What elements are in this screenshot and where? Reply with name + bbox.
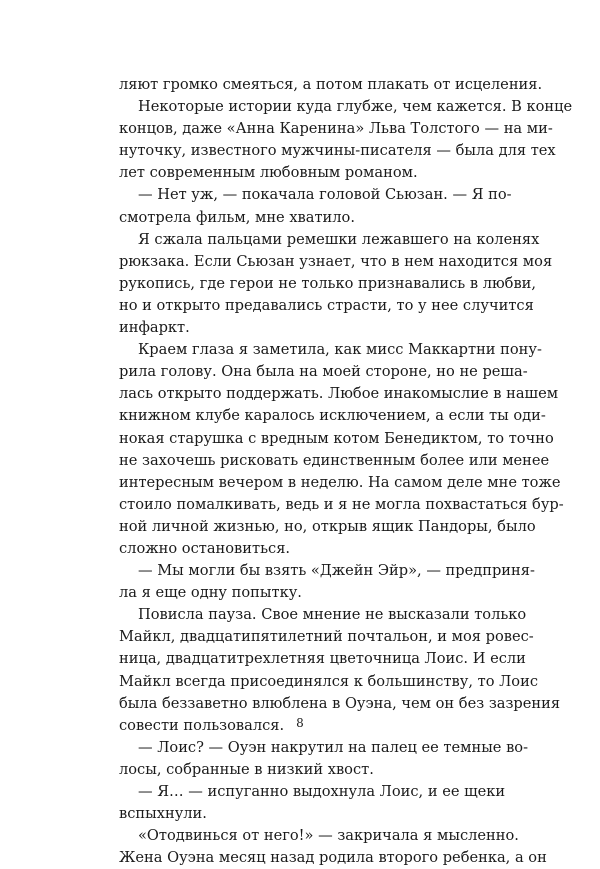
text-line: ница, двадцатитрехлетняя цветочница Лоис. И если bbox=[119, 650, 526, 668]
text-line: но и открыто предавались страсти, то у нее случится bbox=[119, 296, 534, 314]
text-line: не захочешь рисковать единственным более или менее bbox=[119, 451, 550, 469]
text-line: — Нет уж, — покачала головой Сьюзан. — Я по- bbox=[138, 186, 512, 204]
text-line: ляют громко смеяться, а потом плакать от исцеления. bbox=[119, 76, 543, 93]
text-line: — Мы могли бы взять «Джейн Эйр», — предприня- bbox=[138, 562, 535, 580]
page-text bbox=[119, 74, 573, 869]
text-line: Жена Оуэна месяц назад родила второго ребенка, а он bbox=[119, 849, 547, 867]
text-line: смотрела фильм, мне хватило. bbox=[119, 208, 355, 226]
text-line: нокая старушка с вредным котом Бенедиктом, то точно bbox=[119, 429, 554, 447]
text-line: лосы, собранные в низкий хвост. bbox=[119, 760, 374, 778]
text-line: Майкл, двадцатипятилетний почтальон, и моя ровес- bbox=[119, 628, 534, 646]
text-line: Повисла пауза. Свое мнение не высказали только bbox=[138, 606, 527, 624]
text-line: — Я… — испуганно выдохнула Лоис, и ее щеки bbox=[138, 783, 506, 800]
text-line: рюкзака. Если Сьюзан узнает, что в нем находится моя bbox=[119, 252, 553, 270]
text-line: нуточку, известного мужчины-писателя — была для тех bbox=[119, 142, 556, 160]
text-line: Я сжала пальцами ремешки лежавшего на коленях bbox=[138, 230, 540, 248]
text-line: «Отодвинься от него!» — закричала я мысленно. bbox=[138, 827, 519, 845]
text-line: рукопись, где герои не только признавались в любви, bbox=[119, 274, 537, 292]
text-line: Некоторые истории куда глубже, чем кажется. В конце bbox=[138, 98, 573, 116]
text-line: ной личной жизнью, но, открыв ящик Пандоры, было bbox=[119, 517, 536, 535]
text-line: совести пользовался. bbox=[119, 716, 285, 734]
text-line: концов, даже «Анна Каренина» Льва Толстого — на ми- bbox=[119, 120, 553, 138]
text-line: Краем глаза я заметила, как мисс Маккартни пону- bbox=[138, 341, 542, 359]
page-number: 8 bbox=[296, 716, 304, 730]
text-line: ла я еще одну попытку. bbox=[119, 584, 302, 602]
text-line: стоило помалкивать, ведь и я не могла похвастаться бур- bbox=[119, 495, 564, 513]
text-line: была беззаветно влюблена в Оуэна, чем он без зазрения bbox=[119, 694, 561, 712]
text-line: вспыхнули. bbox=[119, 805, 207, 823]
text-line: лась открыто поддержать. Любое инакомыслие в нашем bbox=[119, 385, 559, 403]
text-line: интересным вечером в неделю. На самом деле мне тоже bbox=[119, 473, 561, 491]
text-line: сложно остановиться. bbox=[119, 539, 291, 557]
text-line: инфаркт. bbox=[119, 319, 190, 337]
text-line: рила голову. Она была на моей стороне, но не реша- bbox=[119, 363, 528, 381]
text-line: лет современным любовным романом. bbox=[119, 164, 418, 182]
text-line: книжном клубе каралось исключением, а если ты оди- bbox=[119, 407, 546, 425]
text-line: Майкл всегда присоединялся к большинству, то Лоис bbox=[119, 672, 538, 690]
text-line: — Лоис? — Оуэн накрутил на палец ее темные во- bbox=[138, 738, 529, 756]
